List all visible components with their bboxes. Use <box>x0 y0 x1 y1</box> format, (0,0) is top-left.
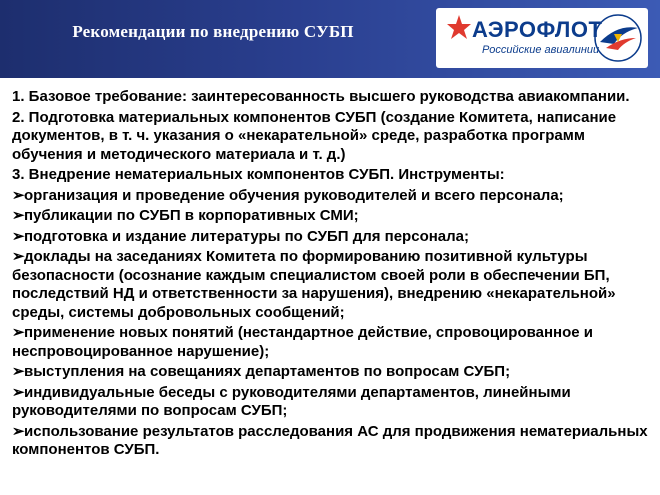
numbered-item-3: 3. Внедрение нематериальных компонентов СУБП. Инструменты: <box>12 166 505 183</box>
arrow-bullet-icon: ➢ <box>12 248 25 265</box>
aeroflot-logo <box>436 8 648 68</box>
bullet-text: доклады на заседаниях Комитета по формированию позитивной культуры безопасности (осознание каждым специалистом своей роли в обеспечении БП, последствий НД и ответственности за нарушения), внедрению «некарательной» среды, системы добровольных сообщений; <box>12 248 616 321</box>
bullet-item <box>12 187 652 206</box>
bullet-item <box>12 228 652 247</box>
arrow-bullet-icon: ➢ <box>12 227 25 245</box>
star-icon <box>446 14 472 40</box>
logo-brand-text: АЭРОФЛОТ <box>472 17 603 42</box>
winged-emblem-icon <box>592 12 644 64</box>
arrow-bullet-icon: ➢ <box>12 207 25 224</box>
numbered-item-1: 1. Базовое требование: заинтересованность высшего руководства авиакомпании. <box>12 88 630 105</box>
bullet-text: выступления на совещаниях департаментов по вопросам СУБП; <box>24 363 511 380</box>
bullet-text: использование результатов расследования АС для продвижения нематериальных компонентов СУБП. <box>12 422 648 458</box>
bullet-text: применение новых понятий (нестандартное действие, спровоцированное и неспровоцированное нарушение); <box>12 324 593 360</box>
arrow-bullet-icon: ➢ <box>12 383 25 401</box>
arrow-bullet-icon: ➢ <box>12 324 25 341</box>
numbered-item-2: 2. Подготовка материальных компонентов СУБП (создание Комитета, написание документов, в т. ч. указания о «некарательной» среде, разработка программ обучения и методического материала и т. д.) <box>12 108 617 163</box>
logo-tagline: Российские авиалинии <box>482 44 600 56</box>
bullet-text: публикации по СУБП в корпоративных СМИ; <box>24 207 359 224</box>
arrow-bullet-icon: ➢ <box>12 186 25 204</box>
bullet-item <box>12 363 652 382</box>
bullet-text: организация и проведение обучения руководителей и всего персонала; <box>24 186 564 204</box>
header-bar <box>0 0 660 78</box>
bullet-item <box>12 248 652 322</box>
bullet-item <box>12 207 652 226</box>
bullet-item <box>12 384 652 421</box>
arrow-bullet-icon: ➢ <box>12 363 25 380</box>
slide-title: Рекомендации по внедрению СУБП <box>72 22 354 41</box>
bullet-text: индивидуальные беседы с руководителями департаментов, линейными руководителями по вопросам СУБП; <box>12 383 571 419</box>
bullet-item <box>12 423 652 460</box>
arrow-bullet-icon: ➢ <box>12 422 25 440</box>
bullet-item <box>12 324 652 361</box>
bullet-text: подготовка и издание литературы по СУБП для персонала; <box>24 227 469 245</box>
recommendations-list <box>12 88 652 462</box>
